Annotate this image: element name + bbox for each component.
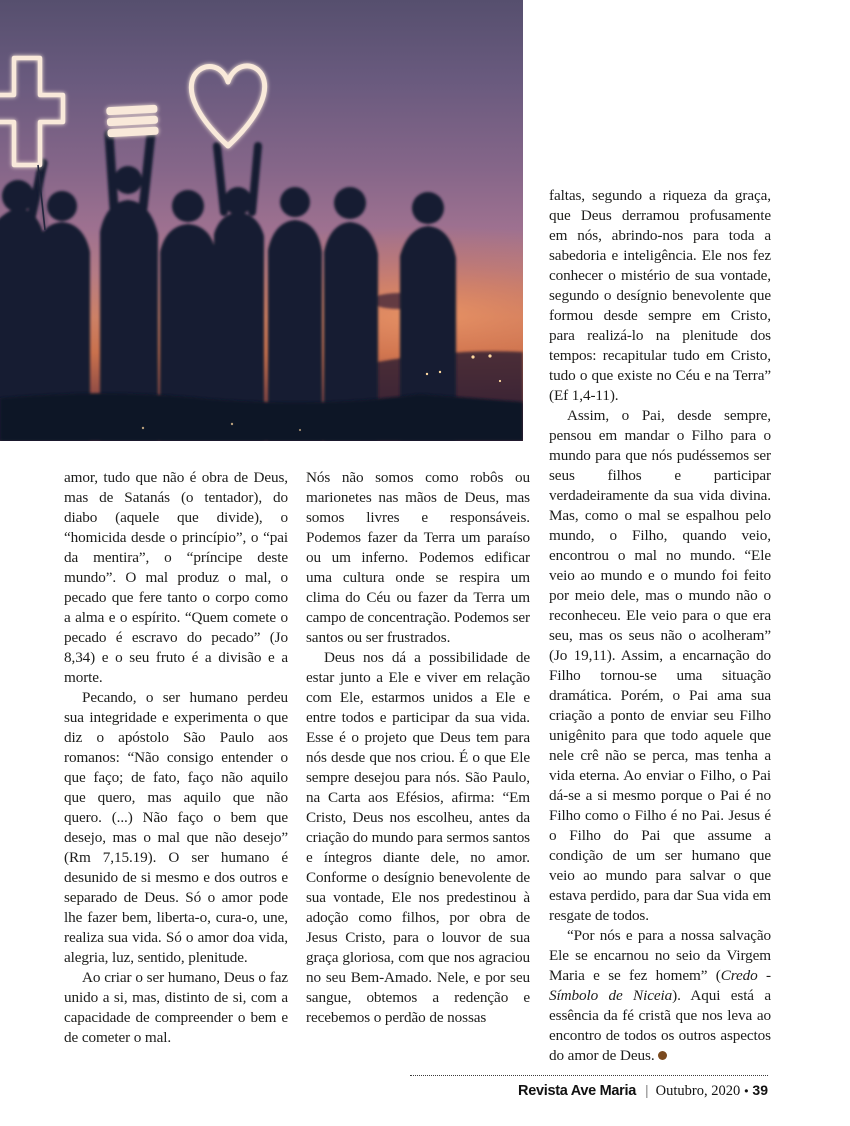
footer-separator-bar: | xyxy=(644,1082,649,1098)
paragraph xyxy=(549,186,771,406)
paragraph-text: Assim, o Pai, desde sempre, pensou em mandar o Filho para o mundo para que nós pudéssemos ser seus filhos e participar verdadeiramente da sua vida divina. Mas, como o mal se espalhou pelo mundo, o Filho, quando veio, encontrou o mal no mundo. “Ele veio ao mundo e o mundo foi feito por meio dele, mas o mundo não o reconheceu. Ele veio para o que era seu, mas os seus não o acolheram” (Jo 19,11). Assim, a encarnação do Filho tornou-se uma situação dramática. Porém, o Pai ama sua criação a ponto de enviar seu Filho unigênito para que todo aquele que nele crê não se perca, mas tenha a vida eterna. Ao enviar o Filho, o Pai dá-se a si mesmo porque o Pai é no Filho como o Filho é no Pai. Jesus é o Filho do Pai que assume a condição de um ser humano que veio ao mundo para salvar o que estava perdido, para dar Sua vida em resgate de todos. xyxy=(549,407,771,924)
sunset-photo-graphic xyxy=(0,0,523,441)
paragraph-text: amor, tudo que não é obra de Deus, mas de Satanás (o tentador), do diabo (aquele que divide), o “homicida desde o princípio”, o “pai da mentira”, o “príncipe deste mundo”. O mal produz o mal, o pecado que fere tanto o corpo como a alma e o espírito. “Quem comete o pecado é escravo do pecado” (Jo 8,34) e o seu fruto é a divisão e a morte. xyxy=(64,469,288,686)
paragraph-text: Ao criar o ser humano, Deus o faz unido a si, mas, distinto de si, com a capacidade de compreender o bem e de cometer o mal. xyxy=(64,969,288,1046)
paragraph xyxy=(64,688,288,968)
magazine-name: Revista Ave Maria xyxy=(518,1083,636,1099)
equals-light-icon xyxy=(106,105,159,138)
paragraph-text: faltas, segundo a riqueza da graça, que Deus derramou profusamente em nós, abrindo-nos para toda a sabedoria e inteligência. Ele nos fez conhecer o mistério de sua vontade, segundo o desígnio benevolente que formou desde sempre em Cristo, para realizá-lo na plenitude dos tempos: recapitular tudo em Cristo, tudo o que existe no Céu e na Terra” (Ef 1,4-11). xyxy=(549,187,771,404)
paragraph xyxy=(549,406,771,926)
paragraph xyxy=(64,468,288,688)
paragraph-text: Nós não somos como robôs ou marionetes nas mãos de Deus, mas somos livres e responsáveis. Podemos fazer da Terra um paraíso ou um inferno. Podemos edificar uma cultura onde se respira um clima do Céu ou fazer da Terra um campo de concentração. Podemos ser santos ou ser frustrados. xyxy=(306,469,530,646)
paragraph xyxy=(64,968,288,1048)
footer-credit xyxy=(410,1082,768,1100)
paragraph-text: “Por nós e para a nossa salvação Ele se encarnou no seio da Virgem Maria e se fez homem” ( xyxy=(549,927,771,984)
paragraph xyxy=(306,648,530,1028)
text-column-3 xyxy=(549,186,771,1066)
paragraph-text: Deus nos dá a possibilidade de estar junto a Ele e viver em relação com Ele, estarmos unidos a Ele e entre todos e participar da sua vida. Esse é o projeto que Deus tem para nós desde que nos criou. É o que Ele sempre desejou para nós. São Paulo, na Carta aos Efésios, afirma: “Em Cristo, Deus nos escolheu, antes da criação do mundo para sermos santos e íntegros diante dele, no amor. Conforme o desígnio benevolente de sua vontade, Ele nos predestinou à adoção como filhos, por obra de Jesus Cristo, para o louvor de sua graça gloriosa, com que nos agraciou no seu Bem-Amado. Nele, e por seu sangue, obtemos a redenção e recebemos o perdão de nossas xyxy=(306,649,530,1026)
paragraph xyxy=(306,468,530,648)
issue-date: Outubro, 2020 xyxy=(655,1083,741,1099)
text-column-1 xyxy=(64,468,288,1048)
paragraph-text: Pecando, o ser humano perdeu sua integridade e experimenta o que diz o apóstolo São Paulo aos romanos: “Não consigo entender o que faço; de fato, faço não aquilo que quero, mas aquilo que não quero. (...) Não faço o bem que desejo, mas o mal que não desejo” (Rm 7,15.19). O ser humano é desunido de si mesmo e dos outros e separado de Deus. Só o amor pode lhe fazer bem, liberta-o, cura-o, une, realiza sua vida. Só o amor doa vida, alegria, luz, sentido, plenitude. xyxy=(64,689,288,966)
article-photo xyxy=(0,0,523,441)
paragraph-text: ). Aqui está a essência da fé cristã que nos leva ao encontro de todos os outros aspectos do amor de Deus. xyxy=(549,987,772,1064)
text-column-2 xyxy=(306,468,530,1028)
article-end-dot xyxy=(658,1051,667,1060)
footer-dotted-rule xyxy=(410,1075,768,1076)
paragraph xyxy=(549,926,771,1066)
footer-bullet: • xyxy=(744,1084,749,1098)
page-footer xyxy=(410,1075,768,1100)
citation-italic: Credo - Símbolo de Niceia xyxy=(549,967,772,1004)
page-number: 39 xyxy=(752,1082,768,1098)
